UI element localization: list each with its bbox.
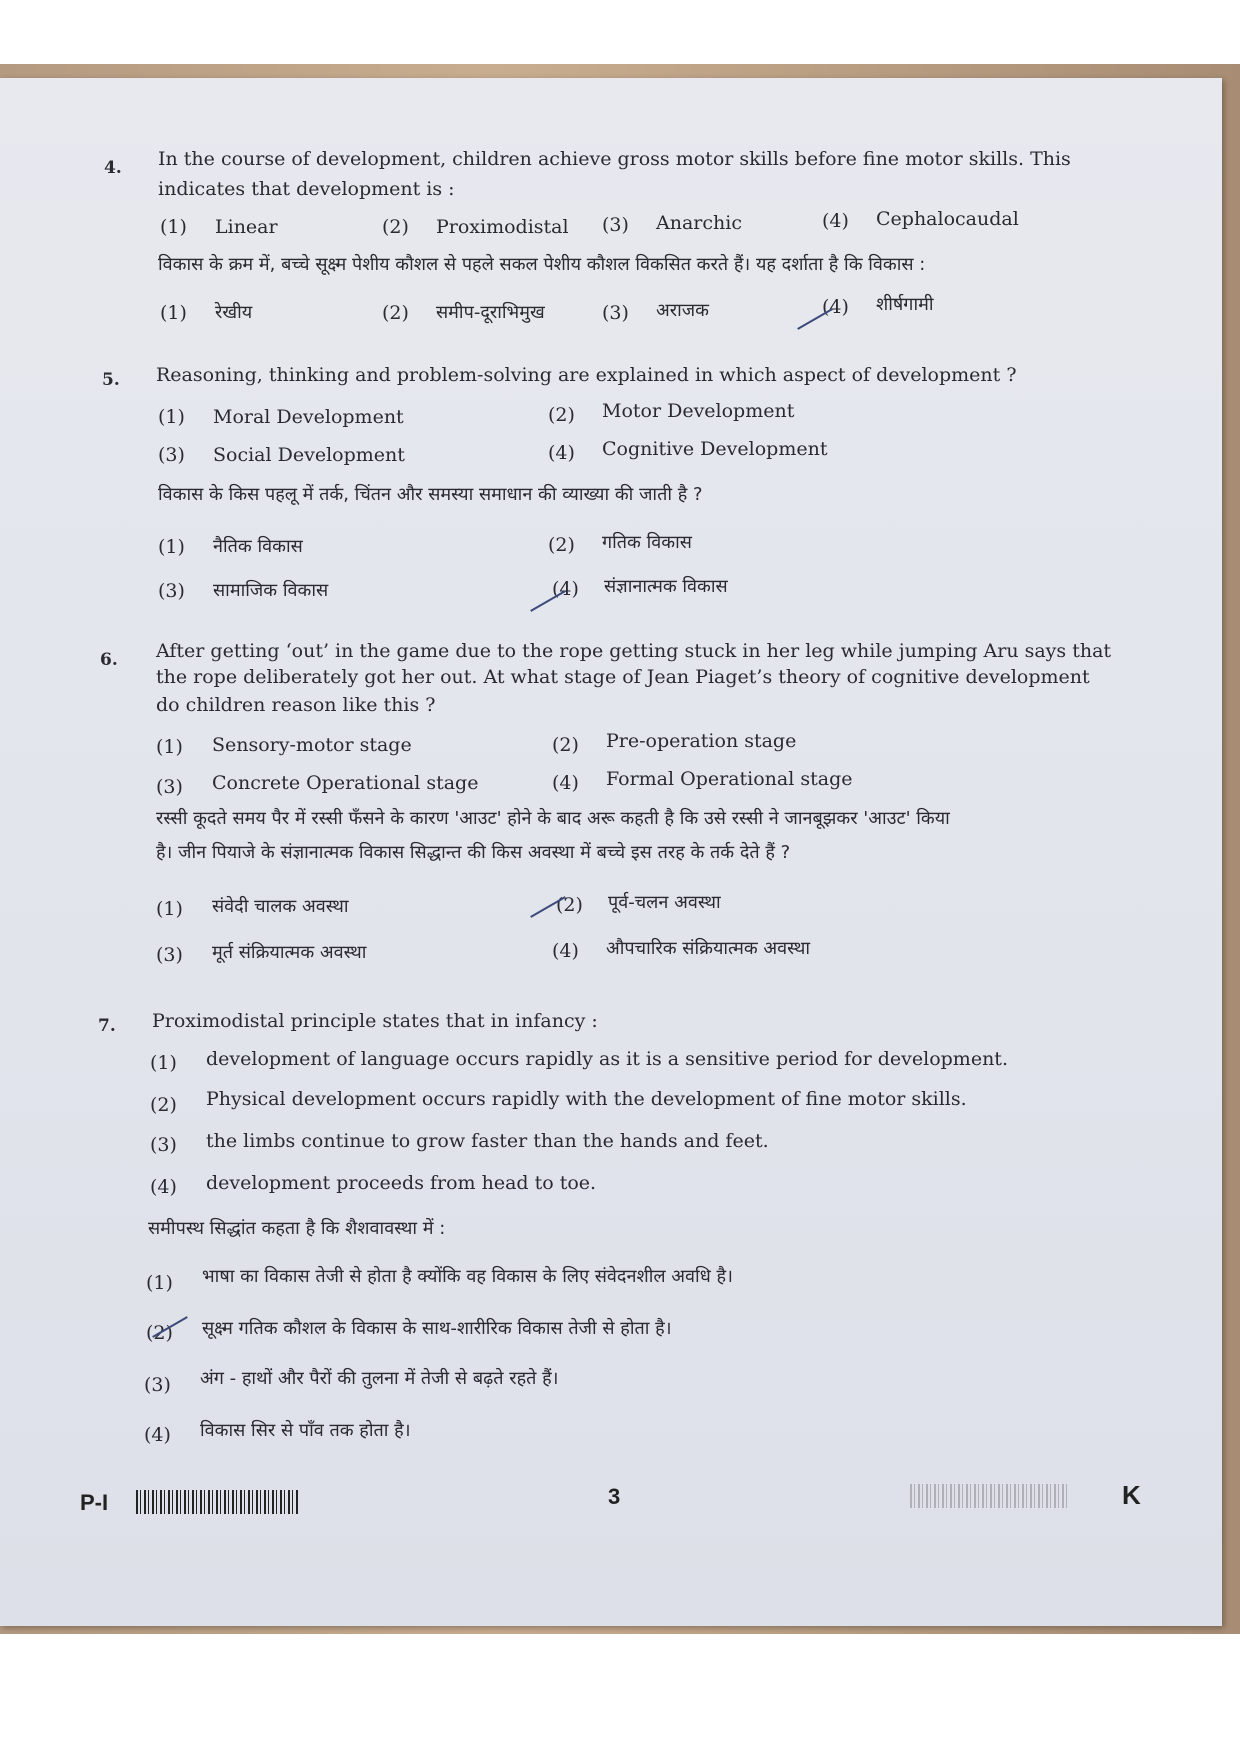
option-text: Physical development occurs rapidly with the development of fine motor skills. <box>206 1088 967 1110</box>
option-number: (1) <box>146 1272 173 1294</box>
option-text: Sensory-motor stage <box>212 734 412 756</box>
option-text: अंग - हाथों और पैरों की तुलना में तेजी से बढ़ते रहते हैं। <box>200 1368 559 1389</box>
option-number: (1) <box>160 302 187 324</box>
option-text: Motor Development <box>602 400 795 422</box>
question-text: indicates that development is : <box>158 178 455 200</box>
option-number: (4) <box>548 442 575 464</box>
option-number: (2) <box>556 894 583 916</box>
question-text: After getting ‘out’ in the game due to the rope getting stuck in her leg while jumping Aru says that <box>156 640 1112 662</box>
question-number: 6. <box>100 650 118 670</box>
question-text: the rope deliberately got her out. At what stage of Jean Piaget’s theory of cognitive development <box>156 666 1090 688</box>
option-text: Linear <box>215 216 278 238</box>
option-number: (2) <box>552 734 579 756</box>
option-text: शीर्षगामी <box>876 294 934 315</box>
option-text: Proximodistal <box>436 216 569 238</box>
option-text: development proceeds from head to toe. <box>206 1172 597 1194</box>
option-number: (2) <box>150 1094 177 1116</box>
option-number: (2) <box>548 404 575 426</box>
option-text: रेखीय <box>215 302 253 323</box>
option-text: औपचारिक संक्रियात्मक अवस्था <box>606 938 810 959</box>
option-number: (3) <box>602 214 629 236</box>
question-number: 7. <box>98 1016 116 1036</box>
option-number: (3) <box>158 580 185 602</box>
option-text: गतिक विकास <box>602 532 692 553</box>
option-text: Formal Operational stage <box>606 768 853 790</box>
option-number: (3) <box>156 776 183 798</box>
question-text-hindi: समीपस्थ सिद्धांत कहता है कि शैशवावस्था में : <box>148 1218 446 1239</box>
option-number: (1) <box>160 216 187 238</box>
option-text: Pre-operation stage <box>606 730 797 752</box>
option-number: (1) <box>158 536 185 558</box>
set-code: K <box>1122 1480 1141 1510</box>
option-number: (3) <box>150 1134 177 1156</box>
option-number: (2) <box>382 216 409 238</box>
option-number: (2) <box>548 534 575 556</box>
option-number: (3) <box>156 944 183 966</box>
question-text: In the course of development, children achieve gross motor skills before fine motor skills. This <box>158 148 1071 170</box>
option-number: (1) <box>156 898 183 920</box>
option-text: सामाजिक विकास <box>213 580 329 601</box>
question-text-hindi: विकास के क्रम में, बच्चे सूक्ष्म पेशीय कौशल से पहले सकल पेशीय कौशल विकसित करते हैं। यह दर्शाता है कि विकास : <box>158 254 926 275</box>
option-number: (4) <box>552 940 579 962</box>
option-number: (4) <box>150 1176 177 1198</box>
option-text: the limbs continue to grow faster than the hands and feet. <box>206 1130 769 1152</box>
option-text: Social Development <box>213 444 405 466</box>
option-number: (3) <box>602 302 629 324</box>
option-number: (4) <box>552 772 579 794</box>
faded-barcode <box>910 1484 1070 1508</box>
option-text: Moral Development <box>213 406 404 428</box>
option-text: development of language occurs rapidly as it is a sensitive period for development. <box>206 1048 1008 1070</box>
question-text-hindi: विकास के किस पहलू में तर्क, चिंतन और समस्या समाधान की व्याख्या की जाती है ? <box>158 484 703 505</box>
option-number: (3) <box>158 444 185 466</box>
option-text: विकास सिर से पाँव तक होता है। <box>200 1420 411 1441</box>
option-number: (1) <box>150 1052 177 1074</box>
option-text: भाषा का विकास तेजी से होता है क्योंकि वह विकास के लिए संवेदनशील अवधि है। <box>202 1266 733 1287</box>
option-number: (4) <box>822 210 849 232</box>
option-number: (4) <box>822 296 849 318</box>
option-text: Cognitive Development <box>602 438 828 460</box>
paper-code: P-I <box>80 1490 109 1515</box>
option-text: नैतिक विकास <box>213 536 303 557</box>
question-text: Reasoning, thinking and problem-solving are explained in which aspect of development ? <box>156 364 1017 386</box>
question-number: 4. <box>104 158 122 178</box>
option-text: सूक्ष्म गतिक कौशल के विकास के साथ-शारीरिक विकास तेजी से होता है। <box>202 1318 672 1339</box>
option-number: (1) <box>158 406 185 428</box>
option-text: Cephalocaudal <box>876 208 1019 230</box>
option-number: (3) <box>144 1374 171 1396</box>
option-number: (2) <box>382 302 409 324</box>
question-text-hindi: रस्सी कूदते समय पैर में रस्सी फँसने के कारण 'आउट' होने के बाद अरू कहती है कि उसे रस्सी ने जानबूझकर 'आउट' किया <box>156 808 950 829</box>
option-text: संवेदी चालक अवस्था <box>212 896 349 917</box>
option-number: (1) <box>156 736 183 758</box>
page-number: 3 <box>608 1484 621 1509</box>
option-number: (2) <box>146 1322 173 1344</box>
question-number: 5. <box>102 370 120 390</box>
option-text: Concrete Operational stage <box>212 772 479 794</box>
option-text: मूर्त संक्रियात्मक अवस्था <box>212 942 367 963</box>
option-text: संज्ञानात्मक विकास <box>604 576 728 597</box>
option-text: Anarchic <box>656 212 742 234</box>
option-number: (4) <box>552 578 579 600</box>
question-text: do children reason like this ? <box>156 694 436 716</box>
question-text-hindi: है। जीन पियाजे के संज्ञानात्मक विकास सिद्धान्त की किस अवस्था में बच्चे इस तरह के तर्क देते हैं ? <box>156 842 791 863</box>
option-text: अराजक <box>656 300 709 321</box>
option-text: समीप-दूराभिमुख <box>436 302 545 323</box>
question-text: Proximodistal principle states that in infancy : <box>152 1010 598 1032</box>
barcode <box>136 1490 298 1514</box>
option-number: (4) <box>144 1424 171 1446</box>
option-text: पूर्व-चलन अवस्था <box>608 892 721 913</box>
